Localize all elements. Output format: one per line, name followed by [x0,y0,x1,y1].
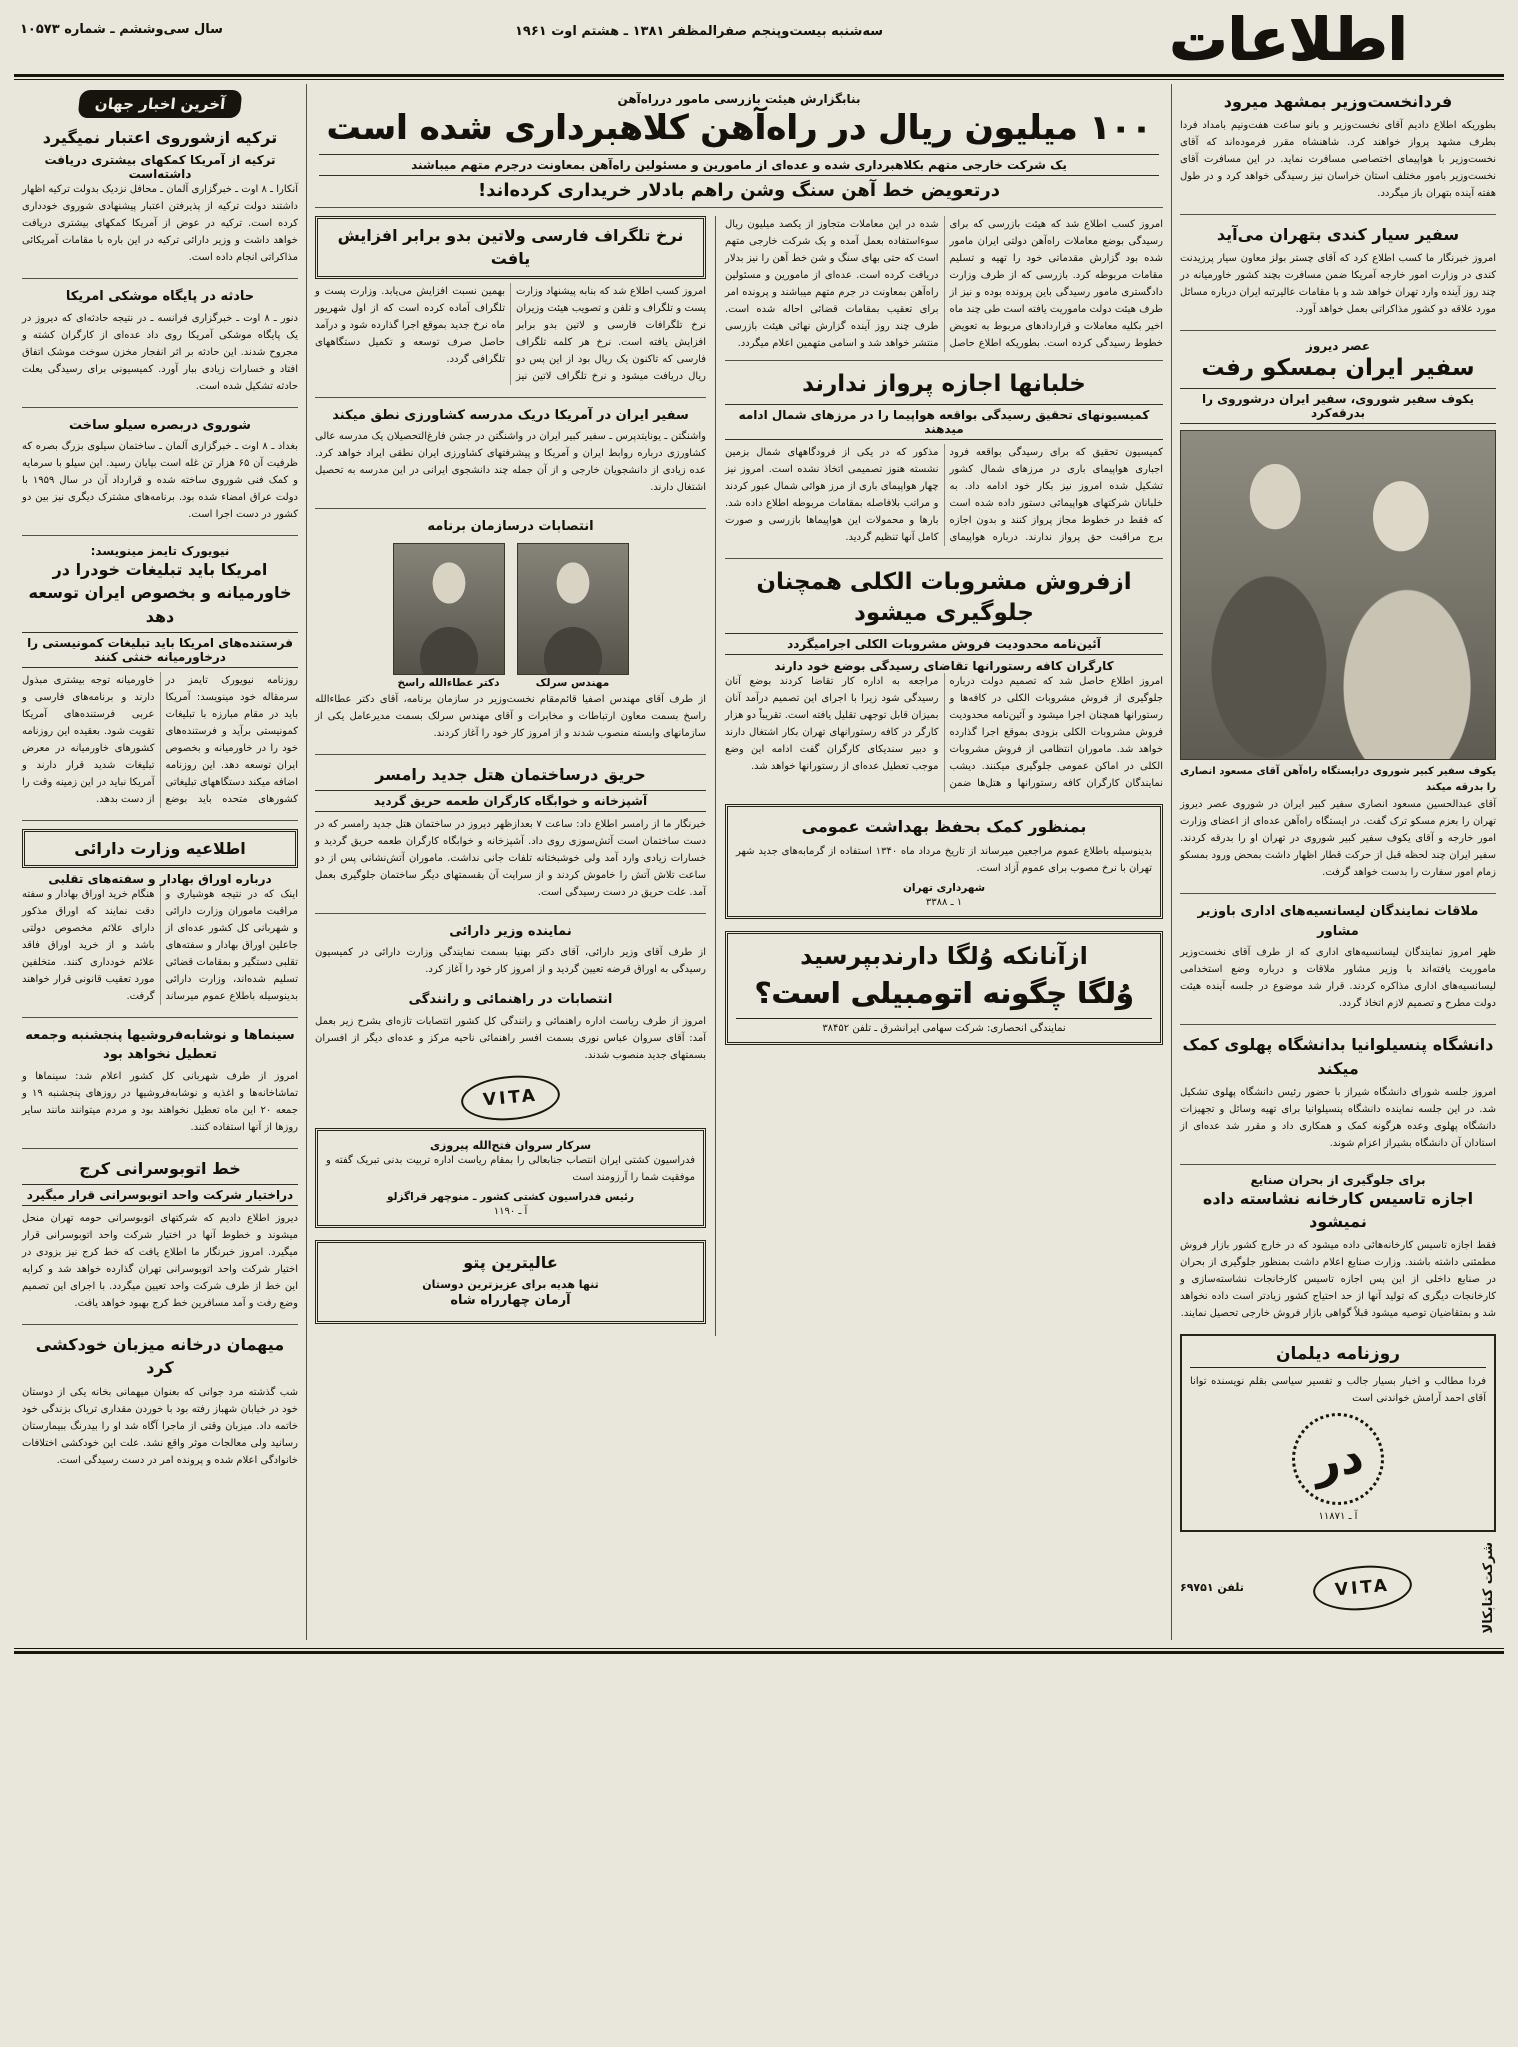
article-starch-factory [1180,1173,1496,1322]
article-karaj-bus-line [22,1157,298,1312]
article-headline: سفیر ایران در آمریکا دریک مدرسه کشاورزی نطق میکند [332,407,689,423]
article-body: واشنگتن ـ یونایتدپرس ـ سفیر کبیر ایران در واشنگتن در جشن فارغ‌التحصیلان یک مدرسه عالی کشاورزی درباره روابط ایران و آمریکا و پیشرفتهای کشاورزی ایران نطقی ایراد خواهد کرد. عده زیادی از دانشجویان خارجی و از آن جمله چند دانشجوی ایرانی در این مدرسه به تحصیل اشتغال دارند. [315,431,706,494]
article-headline: دانشگاه پنسیلوانیا بدانشگاه پهلوی کمک میکند [1182,1035,1494,1078]
article-iran-ambassador-moscow [1180,339,1496,881]
article-body: کمیسیون تحقیق که برای رسیدگی بواقعه فرود اجباری هواپیمای باری در مرزهای شمال کشور تشکیل شده امروز نیز بکار خود ادامه داد. به خلبانان شرکتهای هواپیمائی دستور داده شده است که فقط در خطوط مجاز پرواز کنند و بدون اجازه برج مراقبت حق پرواز ندارند. درباره هواپیمای مذکور که در یکی از فرودگاههای شمال بزمین نشسته هنوز تصمیمی اتخاذ نشده است. امروز نیز چهار هواپیمای باری از مرز هوائی شمال عبور کردند و مراتب بلافاصله بمقامات مربوطه اطلاع داده شد. بارها و محمولات این هواپیماها بازرسی و صورت کامل آنها تنظیم گردید. [725,447,1163,544]
center-column [306,84,1172,1640]
divider [315,508,706,509]
ad-code: آ ـ ۱۱۸۷۱ [1318,1511,1358,1523]
ad-public-health [725,804,1163,918]
article-body: دنور ـ ۸ اوت ـ خبرگزاری فرانسه ـ در نتیجه حادثه‌ای که دیروز در یک پایگاه موشکی آمریکا روی داد عده‌ای از کارگران کشته و مجروح شدند. این حادثه بر اثر انفجار مخزن سوخت موشک اتفاق افتاد و خسارات زیادی ببار آورد. کمیسیونی برای رسیدگی بعلت حادثه تشکیل شده است. [22,312,298,392]
masthead-title: اطلاعات [1168,5,1408,73]
article-headline: ترکیه ازشوروی اعتبار نمیگیرد [42,128,278,147]
article-body: بغداد ـ ۸ اوت ـ خبرگزاری آلمان ـ ساختمان سیلوی بزرگ بصره که ظرفیت آن ۶۵ هزار تن غله است بپایان رسید. این سیلو با سرمایه و کمک فنی شوروی ساخته شده و قرارداد آن در سال ۱۹۵۹ با دولت عراق امضاء شده بود. برنامه‌های مشترک دیگری نیز بین دو کشور در دست اجرا است. [22,441,298,521]
article-headline: سفیر ایران بمسکو رفت [1201,355,1475,382]
ad-deylaman-newspaper [1180,1334,1496,1532]
article-body: فقط اجازه تاسیس کارخانه‌هائی داده میشود که در خارج کشور بازار فروش مطمئنی داشته باشند. وزارت صنایع اعلام داشت بمنظور جلوگیری از بحران در صنایع داخلی از این پس اجازه تاسیس کارخانجات نشاسته‌سازی و کارخانجات دیگری که تولید آنها از حد احتیاج کشور زیادتر است داده نخواهد شد و بمتقاضیان توصیه میشود قبلاً گواهی بازار فروش خارجی تحصیل نمایند. [1180,1240,1496,1320]
lead-subhead-2: درتعویض خط آهن سنگ وشن راهم بادلار خریداری کرده‌اند! [478,180,1000,202]
article-pennsylvania-pahlavi [1180,1033,1496,1151]
main-grid [14,84,1504,1640]
article-body: امروز از طرف ریاست اداره راهنمائی و رانندگی کل کشور انتصابات تازه‌ای بشرح زیر بعمل آمد: آقای سروان عباس نوری بسمت افسر راهنمائی ناحیه مرکز و عده‌ای دیگر از افسران بسمتهای جدید منصوب شدند. [315,1015,706,1061]
article-plan-organization-appointments [315,517,706,742]
article-finance-ministry-notice [22,829,298,1005]
ad-wrestling-congratulation [315,1128,706,1228]
divider [1180,1024,1496,1025]
article-traffic-appointments [315,990,706,1064]
article-body: امروز کسب اطلاع شد که بنابه پیشنهاد وزارت پست و تلگراف و تلفن و تصویب هیئت وزیران نرخ تلگرافات فارسی و لاتین بدو برابر افزایش یافته است. نرخ هر کلمه تلگراف فارسی که تاکنون یک ریال بود از این پس دو ریال دریافت میشود و نرخ تلگراف لاتین نیز بهمین نسبت افزایش می‌یابد. وزارت پست و تلگراف آماده کرده است که از اول شهریور ماه نرخ جدید بموقع اجرا گذارده شود و درآمد حاصل صرف توسعه و تکمیل دستگاههای تلگرافی گردد. [315,285,706,382]
divider [1180,1164,1496,1165]
article-headline: خط اتوبوسرانی کرج [79,1158,241,1178]
article-headline: حادثه در پایگاه موشکی امریکا [65,289,255,305]
center-row [315,216,1163,1336]
ad-line-1: ازآنانکه وُلگا دارندبپرسید [800,941,1088,970]
article-body: ظهر امروز نمایندگان لیسانسیه‌های اداری که از طرف آقای نخست‌وزیر ماموریت یافته‌اند با وزیر مشاور ملاقات و درباره وضع استخدامی لیسانسیه‌های اداری مذاکره کردند. قرار شد موضوع در جلسه آینده هیئت دولت مطرح و تصمیم لازم اتخاذ گردد. [1180,947,1496,1010]
article-turkey-credit [22,126,298,266]
right-column [1172,84,1504,1640]
divider [1180,330,1496,331]
ad-body: فردا مطالب و اخبار بسیار جالب و تفسیر سیاسی بقلم نویسنده توانا آقای احمد آرامش خواندنی است [1190,1376,1486,1405]
center-right-subcolumn [715,216,1163,1336]
ad-headline: بمنظور کمک بحفظ بهداشت عمومی [801,817,1087,837]
ad-code: ۱ ـ ۳۳۸۸ [925,896,963,908]
article-basra-silo [22,416,298,524]
article-subhead: درباره اوراق بهادار و سفته‌های تقلبی [48,871,272,886]
portrait-sarlak [517,543,629,689]
photo-ambassadors [1180,430,1496,760]
article-subhead: آشپزخانه و خوابگاه کارگران طعمه حریق گردید [315,790,706,812]
article-headline: انتصابات درسازمان برنامه [427,519,594,535]
divider [22,407,298,408]
article-headline: اجازه تاسیس کارخانه نشاسته داده نمیشود [1202,1188,1474,1231]
article-body: روزنامه نیویورک تایمز در سرمقاله خود مینویسد: آمریکا باید در مقام مبارزه با تبلیغات کمونیستی برآید و فرستنده‌های خود را در خاورمیانه و بخصوص ایران توسعه دهد. این روزنامه اضافه میکند دستگاههای تبلیغاتی کشورهای متحده باید بوضع خاورمیانه توجه بیشتری مبذول دارند و برنامه‌های فارسی و عربی فرستنده‌های آمریکا تقویت شود. بعقیده این روزنامه کشورهای خاورمیانه در معرض تبلیغات شدید قرار دارند و آمریکا نباید در این زمینه وقت را از دست بدهد. [22,674,298,805]
article-headline: میهمان درخانه میزبان خودکشی کرد [35,1335,285,1378]
divider [22,1148,298,1149]
shop-name: شرکت کتابکالا [1481,1542,1496,1634]
deylaman-logo-letter: در [1309,1428,1367,1490]
article-body: آقای عبدالحسین مسعود انصاری سفیر کبیر ایران در شوروی عصر دیروز تهران را بعزم مسکو ترک گفت. در ایستگاه راه‌آهن عده‌ای از اعضای وزارت امور خارجه و آقای یکوف سفیر کبیر شوروی در تهران او را بدرقه کردند. سفیر ایران چند لحظه قبل از حرکت قطار اظهار داشت بمحض ورود بمسکو زمام امور سفارت را بدست خواهد گرفت. [1180,799,1496,879]
article-ramsar-hotel-fire [315,763,706,901]
vita-logo: VITA [1311,1562,1413,1614]
footer-rule [14,1648,1504,1654]
ad-bookshop [1180,1542,1496,1633]
article-headline: امریکا باید تبلیغات خودرا در خاورمیانه و بخصوص ایران توسعه دهد [28,560,292,626]
lead-story [315,90,1163,208]
article-body: امروز اطلاع حاصل شد که تصمیم دولت درباره جلوگیری از فروش مشروبات الکلی در کافه‌ها و رستورانها همچنان اجرا میشود و آئین‌نامه محدودیت فروش مشروبات الکلی بزودی بموقع اجرا گذارده خواهد شد. ماموران انتظامی از فروش مشروبات الکلی در اماکن عمومی جلوگیری میکنند. دیشب نمایندگان کارگران کافه رستورانها و هتل‌ها ضمن مراجعه به اداره کار تقاضا کردند بوضع آنان رسیدگی شود زیرا با اجرای این تصمیم درآمد آنان بمیزان قابل توجهی تقلیل یافته است. تقریباً دو هزار کارگر در کافه رستورانهای تهران بکار اشتغال دارند و دبیر سندیکای کارگران گفت ادامه این وضع موجب تعطیل عده‌ای از رستورانها خواهد شد. [725,676,1163,790]
ad-line-3: آرمان چهارراه شاه [450,1292,571,1308]
divider [22,1324,298,1325]
vita-logo-row [315,1076,706,1120]
article-headline: نماینده وزیر دارائی [449,923,572,939]
ad-line-2: وُلگا چگونه اتومبیلی است؟ [754,975,1134,1010]
lead-headline: ۱۰۰ میلیون ریال در راه‌آهن کلاهبرداری شده است [326,108,1152,148]
article-headline: ازفروش مشروبات الکلی همچنان جلوگیری میشود [756,569,1132,627]
article-body: دیروز اطلاع دادیم که شرکتهای اتوبوسرانی حومه تهران منحل میشوند و خطوط آنها در اختیار شرکت واحد اتوبوسرانی قرار میگیرد. امروز خبرنگار ما اطلاع یافت که خط کرج نیز بزودی در اختیار شرکت واحد اتوبوسرانی تهران گذارده خواهد شد و کرایه این خط از طرف شرکت واحد تعیین میگردد. با اجرای این تصمیم وضع رفت و آمد مسافرین خط کرج بهبود خواهد یافت. [22,1213,298,1310]
article-kicker: برای جلوگیری از بحران صنایع [1250,1172,1426,1187]
article-pilots-no-flight [725,369,1163,546]
center-left-subcolumn [315,216,715,1336]
world-news-banner: آخرین اخبار جهان [77,90,242,118]
deylaman-logo [1292,1413,1384,1505]
article-body: خبرنگار ما از رامسر اطلاع داد: ساعت ۷ بعدازظهر دیروز در ساختمان هتل جدید رامسر که در دست ساختمان است آتش‌سوزی روی داد. آشپزخانه و خوابگاه کارگران طعمه حریق گردید و خسارات زیادی وارد آمد ولی خوشبختانه تلفات جانی نداشت. ماموران آتش‌نشانی پس از دو ساعت تلاش آتش را خاموش کردند و از سرایت آن بقسمتهای دیگر ساختمان جلوگیری بعمل آمد. علت حریق در دست رسیدگی است. [315,818,706,898]
article-body: امروز جلسه شورای دانشگاه شیراز با حضور رئیس دانشگاه پهلوی تشکیل شد. در این جلسه نماینده دانشگاه پنسیلوانیا برای تهیه وسائل و تجهیزات دانشگاه پهلوی وعده هرگونه کمک و همکاری داد و مقرر شد عده‌ای از استادان آن دانشگاه بشیراز اعزام شوند. [1180,1086,1496,1149]
lead-kicker: بنابگزارش هیئت بازرسی مامور درراه‌آهن [617,92,861,106]
portrait-rasekh [393,543,505,689]
photo-caption: یکوف سفیر کبیر شوروی درایستگاه راه‌آهن آقای مسعود انصاری را بدرقه میکند [1180,766,1496,794]
ad-blanket [315,1240,706,1325]
portraits-row [315,543,706,689]
ad-body: فدراسیون کشتی ایران انتصاب جنابعالی را بمقام ریاست اداره تربیت بدنی تبریک گفته و موفقیت شما را آرزومند است [326,1154,695,1183]
masthead-row [14,5,1504,74]
portrait-photo [393,543,505,675]
article-envoy-speech [315,406,706,497]
ad-signature: رئیس فدراسیون کشتی کشور ـ منوچهر قراگزلو [386,1190,635,1203]
divider [22,278,298,279]
ad-code: آ ـ ۱۱۹۰ [493,1205,528,1217]
article-guest-suicide [22,1333,298,1468]
article-body: شب گذشته مرد جوانی که بعنوان میهمانی بخانه یکی از دوستان خود در خیابان شهباز رفته بود با خوردن مقداری تریاک بزندگی خود خاتمه داد. میزبان وقتی از ماجرا آگاه شد او را بیدرنگ ببیمارستان رسانید ولی معالجات موثر واقع نشد. علت این خودکشی اختلافات خانوادگی اعلام شده و پرونده امر در دست رسیدگی است. [22,1386,298,1466]
article-body: آنکارا ـ ۸ اوت ـ خبرگزاری آلمان ـ محافل نزدیک بدولت ترکیه اظهار داشتند دولت ترکیه از پذیرفتن اعتبار پیشنهادی شوروی خودداری کرده است. ترکیه در عوض از آمریکا کمکهای بیشتری دریافت خواهد داشت و وزیر دارائی ترکیه در این باره با مقامات آمریکائی مذاکراتی انجام داده است. [22,184,298,264]
article-kennedy-envoy [1180,223,1496,318]
article-finance-representative [315,922,706,979]
divider [315,397,706,398]
divider [725,360,1163,361]
article-headline: حریق درساختمان هتل جدید رامسر [375,764,646,784]
portrait-caption: دکتر عطاءالله راسخ [397,676,500,689]
divider [315,913,706,914]
ad-signature: شهرداری تهران [902,881,986,894]
article-kicker: عصر دیروز [1305,339,1371,354]
article-subhead-2: کارگران کافه رستورانها تقاضای رسیدگی بوضع خود دارند [774,659,1114,674]
article-graduates-meeting [1180,902,1496,1012]
article-headline: شوروی دربصره سیلو ساخت [69,417,251,433]
article-cinemas-open [22,1026,298,1136]
ad-footer: نمایندگی انحصاری: شرکت سهامی ایرانشرق ـ تلفن ۳۸۴۵۲ [736,1018,1152,1034]
article-pm-mashhad [1180,90,1496,202]
article-headline: انتصابات در راهنمائی و رانندگی [408,992,613,1008]
article-body: امروز از طرف شهربانی کل کشور اعلام شد: سینماها و تماشاخانه‌ها و اغذیه و نوشابه‌فروشیها در روزهای پنجشنبه ۱۹ و جمعه ۲۰ این ماه تعطیل نخواهند بود و مردم میتوانند مانند سایر روزها از آنها استفاده کنند. [22,1070,299,1133]
article-body: از طرف آقای مهندس اصفیا قائم‌مقام نخست‌وزیر در سازمان برنامه، آقای دکتر عطاءالله راسخ بسمت معاون ارتباطات و مخابرات و آقای مهندس سرلک بسمت مدیرعامل یکی از سازمانهای وابسته منصوب شدند و از امروز کار خود را آغاز کردند. [315,693,706,739]
article-subhead: یکوف سفیر شوروی، سفیر ایران درشوروی را بدرقه‌کرد [1180,388,1496,424]
date-line: سه‌شنبه بیست‌وپنجم صفرالمظفر ۱۳۸۱ ـ هشتم اوت ۱۹۶۱ [514,24,884,39]
ad-title: روزنامه دیلمان [1190,1344,1486,1368]
article-subhead: دراختیار شرکت واحد اتوبوسرانی قرار میگیرد [22,1184,298,1206]
article-missile-base-accident [22,287,298,395]
portrait-photo [517,543,629,675]
vita-logo: VITA [459,1072,561,1124]
article-headline: نرخ تلگراف فارسی ولاتین بدو برابر افزایش یافت [315,216,706,278]
left-column [14,84,306,1640]
divider [315,754,706,755]
article-alcohol-ban [725,567,1163,792]
ad-body: بدینوسیله باطلاع عموم مراجعین میرساند از تاریخ مرداد ماه ۱۳۴۰ استفاده از گرمابه‌های جدید شهر تهران با نرخ مصوب برای عموم آزاد است. [736,845,1152,874]
article-kicker: نیویورک تایمز مینویسد: [90,544,230,559]
divider [22,535,298,536]
divider [725,558,1163,559]
article-headline: فردانخست‌وزیر بمشهد میرود [1223,92,1453,111]
article-subhead: آئین‌نامه محدودیت فروش مشروبات الکلی اجرامیگردد [725,633,1163,655]
article-headline: اطلاعیه وزارت دارائی [22,829,298,868]
portrait-caption: مهندس سرلک [535,676,610,689]
ad-line-1: عالیترین پتو [463,1252,558,1272]
article-subhead: ترکیه از آمریکا کمکهای بیشتری دریافت داشته‌است [44,153,276,182]
article-body: اینک که در نتیجه هوشیاری و مراقبت ماموران وزارت دارائی و شهربانی کل کشور عده‌ای از جاعلین اوراق بهادار و سفته‌های تقلبی دستگیر و بمقامات قضائی تسلیم شده‌اند، وزارت دارائی بدینوسیله باطلاع عموم میرساند هنگام خرید اوراق بهادار و سفته دقت نمایند که اوراق مذکور دارای علائم مخصوص دولتی باشد و از خرید اوراق فاقد علائم خودداری کنند. متخلفین مورد تعقیب قانونی قرار خواهند گرفت. [22,888,298,1002]
article-headline: ملاقات نمایندگان لیسانسیه‌های اداری باوزیر مشاور [1197,904,1479,939]
issue-info: سال سی‌وششم ـ شماره ۱۰۵۷۳ [20,22,223,37]
ad-line-2: تنها هدیه برای عزیزترین دوستان [422,1277,599,1291]
article-body: بطوریکه اطلاع دادیم آقای نخست‌وزیر و بانو ساعت هفت‌ونیم بامداد فردا بطرف مشهد پرواز خواهند کرد. شاهنشاه مقرر فرموده‌اند که آقای نخست‌وزیر با هواپیمای اختصاصی مسافرت نماید. در این مسافرت آقای نخست‌وزیر بامور مختلف استان خراسان نیز رسیدگی خواهد کرد و در طول هفته آینده بتهران باز میگردد. [1180,120,1496,200]
divider [22,820,298,821]
article-us-propaganda [22,544,298,808]
article-subhead: کمیسیونهای تحقیق رسیدگی بواقعه هواپیما را در مرزهای شمال ادامه میدهند [725,404,1163,440]
divider [22,1017,298,1018]
ad-recipient: سرکار سروان فتح‌الله پیروزی [429,1138,592,1152]
article-body: از طرف آقای وزیر دارائی، آقای دکتر بهنیا بسمت نمایندگی وزارت دارائی در کمیسیون رسیدگی به اوراق قرضه تعیین گردید و از امروز کار خود را آغاز کرد. [315,947,706,976]
lead-subhead: یک شرکت خارجی متهم بکلاهبرداری شده و عده‌ای از مامورین و مسئولین راه‌آهن بمعاونت درجرم متهم میباشند [319,154,1159,176]
shop-phone: تلفن ۶۹۷۵۱ [1180,1581,1244,1595]
header-rule [14,74,1504,80]
article-telegraph-rates [315,216,706,384]
article-headline: خلبانها اجازه پرواز ندارند [802,371,1086,398]
article-body: امروز خبرنگار ما کسب اطلاع کرد که آقای چستر بولز معاون سیار پرزیدنت کندی در وزارت امور خارجه آمریکا ضمن مسافرت بچند کشور خاورمیانه در چند روز آینده وارد تهران خواهد شد و با مقامات عالیرتبه ایران درباره مسائل مورد علاقه دو کشور مذاکراتی بعمل خواهد آورد. [1180,253,1496,316]
article-subhead: فرستنده‌های امریکا باید تبلیغات کمونیستی را درخاورمیانه خنثی کنند [22,632,298,668]
divider [1180,893,1496,894]
divider [1180,214,1496,215]
ad-volga-car [725,931,1163,1045]
article-headline: سینماها و نوشابه‌فروشیها پنجشنبه وجمعه تعطیل نخواهد بود [25,1027,295,1063]
lead-body: امروز کسب اطلاع شد که هیئت بازرسی که برای رسیدگی بوضع معاملات راه‌آهن دولتی ایران مامور شده بود گزارش مقدماتی خود را تهیه و تسلیم مقامات مربوطه کرد. بازرسی که از طرف وزارت دادگستری مامور رسیدگی باین پرونده بوده و نیز از طرف هیئت دولت ماموریت یافته است طی چند ماه اخیر بکلیه معاملات و قراردادهای مربوط به تعویض خطوط رسیدگی کرده است. بطوریکه اطلاع حاصل شده در این معاملات متجاوز از یکصد میلیون ریال سوءاستفاده بعمل آمده و یک شرکت خارجی متهم است که حتی بهای سنگ و شن خط آهن را نیز بدلار دریافت کرده است. عده‌ای از مامورین و مسئولین راه‌آهن بمعاونت در جرم متهم میباشند و پرونده امر برای تعقیب بمقامات قضائی احاله شده است. طرف چند روز آینده گزارش نهائی هیئت بازرسی منتشر خواهد شد و اسامی متهمین اعلام میگردد. [725,219,1163,350]
article-headline: سفیر سیار کندی بتهران می‌آید [1216,225,1460,245]
